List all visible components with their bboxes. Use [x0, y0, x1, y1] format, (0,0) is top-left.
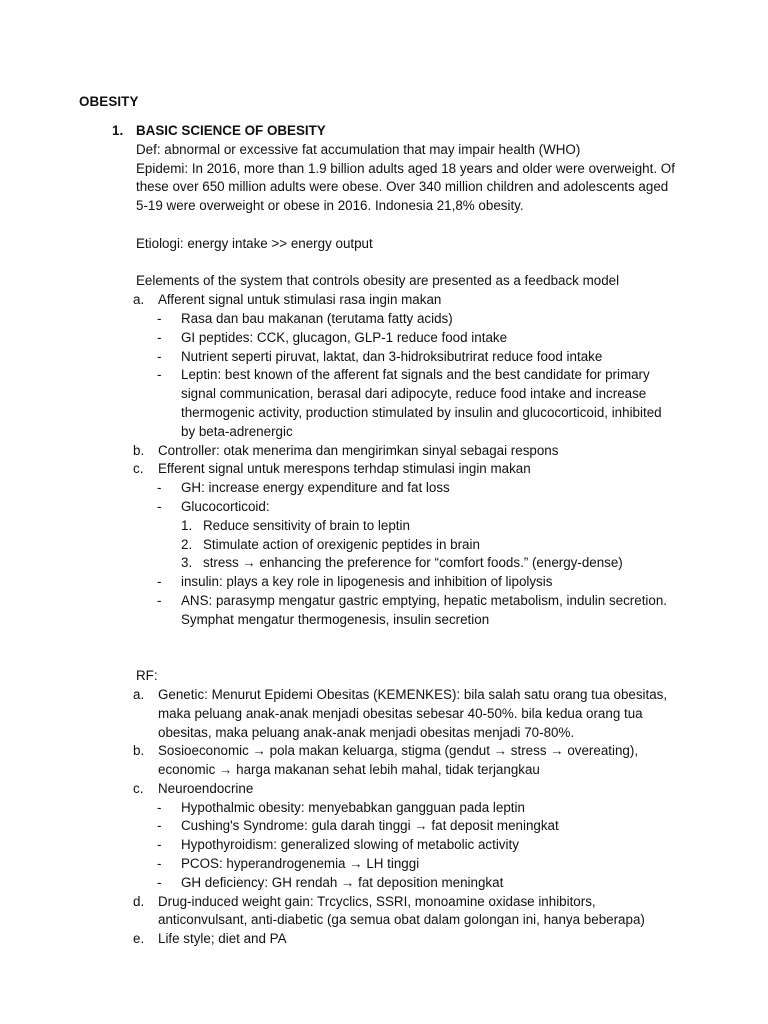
list-item-text: Genetic: Menurut Epidemi Obesitas (KEMENKES): bila salah satu orang tua obesitas, maka peluang anak-anak menjadi obesitas sebesar 40-50%. bila kedua orang tua obesitas, maka peluang anak-anak menjadi obesitas menjadi 70-80%. — [158, 686, 668, 740]
sub-item-text: Leptin: best known of the afferent fat signals and the best candidate for primary signal communication, berasal dari adipocyte, reduce food intake and increase thermogenic activity, production stimulated by insulin and glucocorticoid, inhibited by beta-adrenergic — [181, 367, 662, 439]
spacer — [79, 648, 679, 667]
dash-marker: - — [157, 329, 162, 345]
number-marker: 2. — [181, 536, 193, 552]
etiology-text: Etiologi: energy intake >> energy output — [136, 235, 373, 251]
sub-item — [79, 498, 679, 517]
list-item-efferent — [79, 460, 679, 479]
list-marker: d. — [133, 893, 145, 909]
list-item-text: Efferent signal untuk merespons terhdap stimulasi ingin makan — [158, 461, 531, 477]
elements-intro-text: Eelements of the system that controls obesity are presented as a feedback model — [136, 273, 620, 289]
dash-marker: - — [157, 592, 162, 608]
sub-item-text: Nutrient seperti piruvat, laktat, dan 3-hidroksibutrirat reduce food intake — [181, 348, 603, 364]
list-item-text: Drug-induced weight gain: Trcyclics, SSRI, monoamine oxidase inhibitors, anticonvulsant, anti-diabetic (ga semua obat dalam golongan ini, hanya beberapa) — [158, 893, 645, 928]
risk-factor-list — [79, 686, 679, 949]
dash-marker: - — [157, 574, 162, 590]
sub-item — [79, 573, 679, 592]
list-marker: a. — [133, 686, 145, 702]
numbered-item — [79, 517, 679, 536]
spacer — [79, 254, 679, 273]
sub-item-text: Cushing's Syndrome: gula darah tinggi → fat deposit meningkat — [181, 818, 559, 834]
sub-item — [79, 348, 679, 367]
sub-item — [79, 592, 679, 630]
sub-item-text: GH deficiency: GH rendah → fat deposition meningkat — [181, 874, 504, 890]
sub-item-text: Rasa dan bau makanan (terutama fatty acids) — [181, 310, 453, 326]
dash-marker: - — [157, 856, 162, 872]
dash-marker: - — [157, 348, 162, 364]
section-heading-text: BASIC SCIENCE OF OBESITY — [136, 123, 326, 138]
sub-item-text: ANS: parasymp mengatur gastric emptying, hepatic metabolism, indulin secretion. Symphat mengatur thermogenesis, insulin secretion — [181, 592, 668, 627]
dash-marker: - — [157, 367, 162, 383]
number-marker: 3. — [181, 555, 193, 571]
list-marker: b. — [133, 442, 145, 458]
sub-item-text: insulin: plays a key role in lipogenesis and inhibition of lipolysis — [181, 574, 553, 590]
sub-item — [79, 836, 679, 855]
list-item-text: Life style; diet and PA — [158, 931, 287, 947]
number-marker: 1. — [181, 517, 193, 533]
dash-marker: - — [157, 818, 162, 834]
spacer — [79, 216, 679, 235]
numbered-item-text: Stimulate action of orexigenic peptides in brain — [203, 536, 480, 552]
sub-item-text: Hypothyroidism: generalized slowing of metabolic activity — [181, 837, 519, 853]
numbered-item — [79, 554, 679, 573]
numbered-item-text: Reduce sensitivity of brain to leptin — [203, 517, 410, 533]
dash-marker: - — [157, 480, 162, 496]
rf-item-neuroendocrine — [79, 780, 679, 799]
section-number: 1. — [112, 123, 124, 138]
dash-marker: - — [157, 837, 162, 853]
rf-item-drug-induced — [79, 893, 679, 931]
sub-item-text: PCOS: hyperandrogenemia → LH tinggi — [181, 856, 420, 872]
rf-item-genetic — [79, 686, 679, 742]
section-basic-science — [79, 122, 679, 949]
list-marker: a. — [133, 292, 145, 308]
sub-item — [79, 366, 679, 441]
section-heading — [79, 122, 679, 141]
list-marker: c. — [133, 461, 144, 477]
sub-item — [79, 817, 679, 836]
dash-marker: - — [157, 310, 162, 326]
numbered-item — [79, 536, 679, 555]
dash-marker: - — [157, 799, 162, 815]
list-item-text: Neuroendocrine — [158, 780, 254, 796]
dash-marker: - — [157, 498, 162, 514]
spacer — [79, 630, 679, 649]
sub-item — [79, 799, 679, 818]
list-item-text: Sosioeconomic → pola makan keluarga, stigma (gendut → stress → overeating), economic → harga makanan sehat lebih mahal, tidak terjangkau — [158, 743, 639, 778]
list-item-text: Afferent signal untuk stimulasi rasa ingin makan — [158, 292, 442, 308]
list-item-controller — [79, 442, 679, 461]
list-item-afferent — [79, 291, 679, 310]
list-marker: e. — [133, 931, 145, 947]
rf-item-lifestyle — [79, 930, 679, 949]
definition-text: Def: abnormal or excessive fat accumulation that may impair health (WHO) — [136, 141, 581, 157]
sub-item — [79, 329, 679, 348]
sub-item — [79, 874, 679, 893]
sub-item-text: Hypothalmic obesity: menyebabkan gangguan pada leptin — [181, 799, 525, 815]
sub-item-text: Glucocorticoid: — [181, 498, 270, 514]
sub-item — [79, 310, 679, 329]
list-marker: b. — [133, 743, 145, 759]
numbered-item-text: stress → enhancing the preference for “comfort foods.” (energy-dense) — [203, 555, 623, 571]
sub-item-text: GH: increase energy expenditure and fat loss — [181, 480, 450, 496]
dash-marker: - — [157, 874, 162, 890]
rf-label: RF: — [136, 668, 158, 684]
sub-item — [79, 479, 679, 498]
rf-item-socioeconomic — [79, 742, 679, 780]
epidemiology-text: Epidemi: In 2016, more than 1.9 billion adults aged 18 years and older were overweight. Of these over 650 million adults were obese. Over 340 million children and adolescents aged 5-19 were overweight or obese in 2016. Indonesia 21,8% obesity. — [136, 160, 675, 214]
list-marker: c. — [133, 780, 144, 796]
list-item-text: Controller: otak menerima dan mengirimkan sinyal sebagai respons — [158, 442, 559, 458]
sub-item — [79, 855, 679, 874]
document-title: OBESITY — [79, 94, 139, 109]
sub-item-text: GI peptides: CCK, glucagon, GLP-1 reduce food intake — [181, 329, 508, 345]
